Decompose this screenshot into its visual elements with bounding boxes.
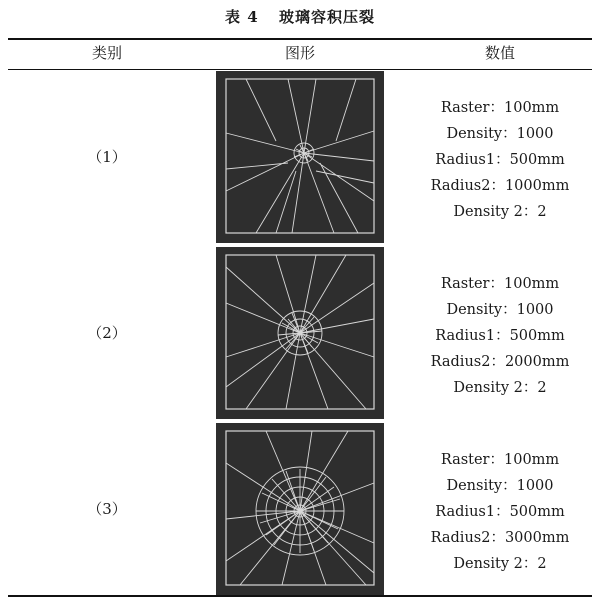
table-number: 表 4 — [225, 8, 259, 26]
fracture-image — [216, 71, 384, 243]
value-density: Density：1000 — [446, 478, 554, 494]
row-values — [410, 95, 590, 225]
row-values — [410, 271, 590, 401]
value-raster: Raster：100mm — [440, 100, 560, 116]
value-density2: Density 2：2 — [453, 380, 547, 396]
table-bottom-rule — [8, 595, 592, 597]
header-figure: 图形 — [284, 44, 315, 62]
value-raster: Raster：100mm — [440, 452, 560, 468]
row-label: （1） — [87, 148, 127, 166]
table-caption — [0, 6, 600, 27]
fracture-figure — [216, 423, 384, 595]
fracture-image — [216, 423, 384, 595]
value-radius1: Radius1：500mm — [435, 152, 565, 168]
table-row — [0, 71, 600, 243]
value-density2: Density 2：2 — [453, 556, 547, 572]
value-radius1: Radius1：500mm — [435, 504, 565, 520]
fracture-figure — [216, 71, 384, 243]
value-density: Density：1000 — [446, 126, 554, 142]
value-density: Density：1000 — [446, 302, 554, 318]
value-radius1: Radius1：500mm — [435, 328, 565, 344]
table-title: 玻璃容积压裂 — [278, 8, 375, 26]
value-raster: Raster：100mm — [440, 276, 560, 292]
row-label: （2） — [87, 324, 127, 342]
table-top-rule — [8, 38, 592, 40]
header-category: 类别 — [91, 44, 122, 62]
row-label: （3） — [87, 500, 127, 518]
table-header-rule — [8, 69, 592, 70]
value-radius2: Radius2：3000mm — [430, 530, 570, 546]
header-values: 数值 — [484, 44, 515, 62]
value-radius2: Radius2：2000mm — [430, 354, 570, 370]
table-row — [0, 247, 600, 419]
value-density2: Density 2：2 — [453, 204, 547, 220]
fracture-figure — [216, 247, 384, 419]
value-radius2: Radius2：1000mm — [430, 178, 570, 194]
fracture-image — [216, 247, 384, 419]
row-values — [410, 447, 590, 577]
table-row — [0, 423, 600, 595]
